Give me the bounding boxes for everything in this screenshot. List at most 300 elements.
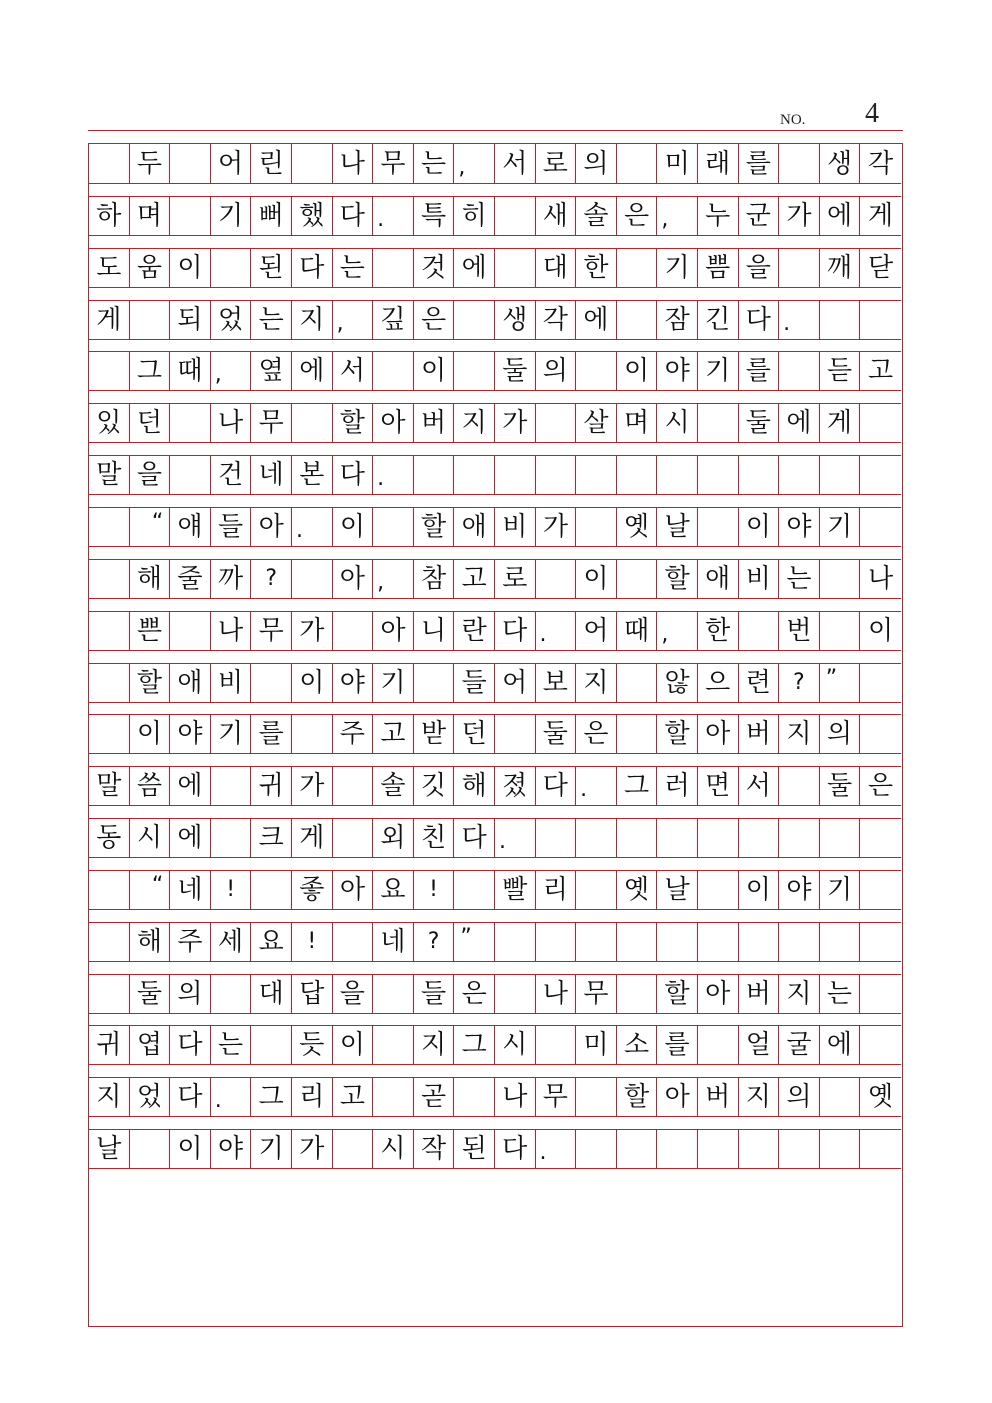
manuscript-cell bbox=[170, 144, 211, 183]
manuscript-grid bbox=[88, 143, 903, 1327]
manuscript-cell: 을 bbox=[739, 249, 780, 287]
manuscript-cell bbox=[414, 664, 455, 702]
manuscript-cell: 이 bbox=[170, 1130, 211, 1168]
manuscript-cell: 이 bbox=[739, 871, 780, 909]
manuscript-cell bbox=[251, 1026, 292, 1064]
manuscript-row bbox=[89, 870, 901, 910]
manuscript-cell: 고 bbox=[333, 1078, 374, 1116]
manuscript-cell: 옛 bbox=[617, 508, 658, 546]
manuscript-cell: 다 bbox=[495, 1130, 536, 1168]
manuscript-cell: 받 bbox=[414, 715, 455, 753]
manuscript-cell: 특 bbox=[414, 197, 455, 235]
manuscript-cell: ” bbox=[454, 923, 495, 961]
manuscript-cell: 대 bbox=[536, 249, 577, 287]
manuscript-cell: 을 bbox=[333, 975, 374, 1013]
manuscript-cell bbox=[860, 975, 901, 1013]
manuscript-cell bbox=[739, 819, 780, 857]
manuscript-cell bbox=[373, 1078, 414, 1116]
manuscript-cell: 기 bbox=[820, 871, 861, 909]
manuscript-cell: 솔 bbox=[576, 197, 617, 235]
manuscript-cell: 지 bbox=[779, 975, 820, 1013]
manuscript-cell: . bbox=[373, 456, 414, 494]
manuscript-cell: 지 bbox=[454, 404, 495, 442]
manuscript-cell bbox=[739, 456, 780, 494]
manuscript-cell bbox=[89, 715, 130, 753]
manuscript-row bbox=[89, 351, 901, 391]
manuscript-cell: 은 bbox=[576, 715, 617, 753]
manuscript-cell: 닫 bbox=[868, 252, 894, 283]
manuscript-cell bbox=[211, 975, 252, 1013]
header-rule bbox=[88, 130, 903, 131]
manuscript-cell: 린 bbox=[251, 144, 292, 183]
manuscript-cell bbox=[251, 664, 292, 702]
manuscript-cell bbox=[860, 1026, 901, 1064]
manuscript-cell: 은 bbox=[617, 197, 658, 235]
manuscript-cell: 것 bbox=[414, 249, 455, 287]
manuscript-cell: 깨 bbox=[820, 249, 861, 287]
manuscript-cell: 좋 bbox=[292, 871, 333, 909]
manuscript-cell: 었 bbox=[130, 1078, 171, 1116]
manuscript-cell: 련 bbox=[739, 664, 780, 702]
manuscript-cell bbox=[698, 456, 739, 494]
manuscript-cell: , bbox=[333, 301, 374, 339]
manuscript-cell: 군 bbox=[739, 197, 780, 235]
manuscript-cell: 듣 bbox=[820, 352, 861, 390]
manuscript-cell bbox=[820, 1078, 861, 1116]
manuscript-cell: 을 bbox=[130, 456, 171, 494]
manuscript-cell bbox=[292, 715, 333, 753]
manuscript-cell bbox=[779, 767, 820, 805]
manuscript-cell: 에 bbox=[820, 1026, 861, 1064]
manuscript-cell: 야 bbox=[170, 715, 211, 753]
manuscript-cell: , bbox=[211, 352, 252, 390]
manuscript-cell: 아 bbox=[698, 715, 739, 753]
manuscript-cell bbox=[576, 508, 617, 546]
manuscript-cell: 씀 bbox=[130, 767, 171, 805]
manuscript-cell: 로 bbox=[495, 560, 536, 598]
manuscript-cell: 옛 bbox=[617, 871, 658, 909]
manuscript-cell bbox=[698, 1026, 739, 1064]
manuscript-cell bbox=[739, 923, 780, 961]
manuscript-cell bbox=[860, 819, 901, 857]
manuscript-cell: 않 bbox=[657, 664, 698, 702]
manuscript-cell: 무 bbox=[373, 144, 414, 183]
manuscript-cell: 할 bbox=[657, 975, 698, 1013]
manuscript-cell: ” bbox=[820, 664, 861, 702]
manuscript-cell: 그 bbox=[617, 767, 658, 805]
manuscript-cell: 지 bbox=[739, 1078, 780, 1116]
manuscript-cell: 된 bbox=[251, 249, 292, 287]
manuscript-cell bbox=[617, 249, 658, 287]
manuscript-cell bbox=[617, 975, 658, 1013]
manuscript-cell: 하 bbox=[89, 197, 130, 235]
manuscript-cell: 시 bbox=[130, 819, 171, 857]
manuscript-cell bbox=[617, 819, 658, 857]
manuscript-cell: 날 bbox=[89, 1130, 130, 1168]
manuscript-cell: , bbox=[657, 612, 698, 650]
manuscript-cell: 나 bbox=[536, 975, 577, 1013]
manuscript-cell: 기 bbox=[373, 664, 414, 702]
manuscript-cell: 외 bbox=[373, 819, 414, 857]
manuscript-cell: 옛 bbox=[868, 1082, 894, 1113]
manuscript-cell: 누 bbox=[698, 197, 739, 235]
manuscript-cell: 무 bbox=[576, 975, 617, 1013]
manuscript-cell bbox=[698, 819, 739, 857]
manuscript-cell: 아 bbox=[373, 612, 414, 650]
manuscript-cell: 다 bbox=[454, 819, 495, 857]
manuscript-cell bbox=[454, 1078, 495, 1116]
manuscript-cell bbox=[251, 871, 292, 909]
manuscript-cell: 에 bbox=[820, 197, 861, 235]
manuscript-cell: 할 bbox=[130, 664, 171, 702]
manuscript-cell: 무 bbox=[251, 612, 292, 650]
manuscript-cell: 지 bbox=[576, 664, 617, 702]
manuscript-cell: 두 bbox=[130, 144, 171, 183]
manuscript-cell: 할 bbox=[414, 508, 455, 546]
manuscript-cell: 은 bbox=[414, 301, 455, 339]
manuscript-cell: 그 bbox=[454, 1026, 495, 1064]
manuscript-cell: 있 bbox=[89, 404, 130, 442]
manuscript-cell: 이 bbox=[333, 1026, 374, 1064]
manuscript-cell: 은 bbox=[868, 771, 894, 802]
manuscript-cell: 를 bbox=[251, 715, 292, 753]
manuscript-cell: 나 bbox=[211, 404, 252, 442]
manuscript-cell: 야 bbox=[333, 664, 374, 702]
manuscript-cell: 던 bbox=[454, 715, 495, 753]
manuscript-cell bbox=[820, 560, 861, 598]
manuscript-cell: 기 bbox=[211, 715, 252, 753]
manuscript-row bbox=[89, 611, 901, 651]
manuscript-cell bbox=[89, 612, 130, 650]
manuscript-cell: 란 bbox=[454, 612, 495, 650]
manuscript-cell bbox=[536, 1026, 577, 1064]
manuscript-cell: 기 bbox=[698, 352, 739, 390]
manuscript-cell: 야 bbox=[779, 871, 820, 909]
manuscript-cell: 어 bbox=[495, 664, 536, 702]
manuscript-cell: 게 bbox=[820, 404, 861, 442]
manuscript-row bbox=[89, 766, 901, 806]
manuscript-cell bbox=[333, 612, 374, 650]
manuscript-cell: 지 bbox=[292, 301, 333, 339]
manuscript-cell bbox=[170, 456, 211, 494]
manuscript-cell: 은 bbox=[454, 975, 495, 1013]
manuscript-cell: 둘 bbox=[820, 767, 861, 805]
manuscript-cell: 말 bbox=[89, 456, 130, 494]
manuscript-cell: 게 bbox=[868, 200, 894, 231]
manuscript-cell bbox=[130, 1130, 171, 1168]
manuscript-cell: 시 bbox=[657, 404, 698, 442]
manuscript-cell: 참 bbox=[414, 560, 455, 598]
manuscript-cell: 솔 bbox=[373, 767, 414, 805]
manuscript-cell: , bbox=[454, 144, 495, 183]
manuscript-cell: 다 bbox=[170, 1078, 211, 1116]
manuscript-cell: 해 bbox=[130, 560, 171, 598]
manuscript-cell bbox=[373, 1026, 414, 1064]
manuscript-cell bbox=[820, 1130, 861, 1168]
manuscript-cell bbox=[292, 404, 333, 442]
manuscript-cell: 로 bbox=[536, 144, 577, 183]
manuscript-cell bbox=[89, 508, 130, 546]
manuscript-cell: 를 bbox=[739, 352, 780, 390]
manuscript-cell: 생 bbox=[495, 301, 536, 339]
manuscript-cell bbox=[89, 560, 130, 598]
manuscript-cell: 네 bbox=[170, 871, 211, 909]
manuscript-cell: 가 bbox=[292, 767, 333, 805]
manuscript-cell: ! bbox=[292, 923, 333, 961]
manuscript-cell bbox=[89, 664, 130, 702]
manuscript-cell: 애 bbox=[170, 664, 211, 702]
manuscript-cell: 깃 bbox=[414, 767, 455, 805]
manuscript-cell: 한 bbox=[698, 612, 739, 650]
manuscript-cell bbox=[89, 975, 130, 1013]
manuscript-cell bbox=[373, 508, 414, 546]
manuscript-cell bbox=[779, 144, 820, 183]
manuscript-cell: 이 bbox=[292, 664, 333, 702]
manuscript-cell: 이 bbox=[576, 560, 617, 598]
manuscript-cell: 얼 bbox=[739, 1026, 780, 1064]
manuscript-cell: 시 bbox=[373, 1130, 414, 1168]
manuscript-cell bbox=[576, 456, 617, 494]
manuscript-cell: 야 bbox=[657, 352, 698, 390]
manuscript-cell bbox=[170, 612, 211, 650]
manuscript-cell: 각 bbox=[868, 148, 894, 179]
manuscript-cell: 다 bbox=[495, 612, 536, 650]
manuscript-row bbox=[89, 1129, 901, 1169]
manuscript-cell: . bbox=[576, 767, 617, 805]
manuscript-row bbox=[89, 1025, 901, 1065]
manuscript-cell: 무 bbox=[536, 1078, 577, 1116]
manuscript-cell bbox=[89, 144, 130, 183]
manuscript-cell: 다 bbox=[333, 197, 374, 235]
manuscript-cell: 를 bbox=[739, 144, 780, 183]
manuscript-cell: 크 bbox=[251, 819, 292, 857]
manuscript-cell bbox=[211, 767, 252, 805]
manuscript-cell bbox=[860, 664, 901, 702]
manuscript-cell: 는 bbox=[333, 249, 374, 287]
manuscript-cell: 들 bbox=[454, 664, 495, 702]
manuscript-cell bbox=[170, 404, 211, 442]
manuscript-cell bbox=[617, 560, 658, 598]
manuscript-cell: 지 bbox=[779, 715, 820, 753]
manuscript-cell: 미 bbox=[657, 144, 698, 183]
page-number-label: NO. bbox=[780, 112, 806, 128]
manuscript-cell: 아 bbox=[251, 508, 292, 546]
manuscript-cell: , bbox=[373, 560, 414, 598]
manuscript-cell: 애 bbox=[454, 508, 495, 546]
manuscript-cell: 비 bbox=[495, 508, 536, 546]
manuscript-cell bbox=[860, 301, 901, 339]
manuscript-row bbox=[89, 1077, 901, 1117]
manuscript-cell: 움 bbox=[130, 249, 171, 287]
manuscript-cell: 날 bbox=[657, 508, 698, 546]
manuscript-cell: 해 bbox=[454, 767, 495, 805]
manuscript-cell: 버 bbox=[414, 404, 455, 442]
manuscript-cell: , bbox=[657, 197, 698, 235]
manuscript-cell: 나 bbox=[211, 612, 252, 650]
manuscript-cell: 옆 bbox=[251, 352, 292, 390]
manuscript-cell bbox=[617, 301, 658, 339]
manuscript-row bbox=[89, 248, 901, 288]
manuscript-cell: 리 bbox=[292, 1078, 333, 1116]
manuscript-cell bbox=[454, 301, 495, 339]
manuscript-cell: 아 bbox=[373, 404, 414, 442]
manuscript-cell: 둘 bbox=[495, 352, 536, 390]
manuscript-cell: 귀 bbox=[251, 767, 292, 805]
manuscript-cell bbox=[536, 560, 577, 598]
manuscript-cell bbox=[495, 923, 536, 961]
manuscript-cell: . bbox=[373, 197, 414, 235]
manuscript-cell bbox=[860, 715, 901, 753]
manuscript-cell: 니 bbox=[414, 612, 455, 650]
manuscript-row bbox=[89, 403, 901, 443]
manuscript-cell: 에 bbox=[170, 767, 211, 805]
manuscript-cell bbox=[495, 249, 536, 287]
manuscript-cell bbox=[779, 819, 820, 857]
manuscript-row bbox=[89, 507, 901, 547]
manuscript-cell: 던 bbox=[130, 404, 171, 442]
manuscript-cell: 게 bbox=[292, 819, 333, 857]
manuscript-cell: 는 bbox=[251, 301, 292, 339]
manuscript-cell bbox=[779, 352, 820, 390]
manuscript-cell: 한 bbox=[576, 249, 617, 287]
manuscript-cell bbox=[779, 456, 820, 494]
manuscript-row bbox=[89, 455, 901, 495]
manuscript-cell: 이 bbox=[130, 715, 171, 753]
manuscript-cell bbox=[617, 144, 658, 183]
manuscript-cell: 이 bbox=[333, 508, 374, 546]
manuscript-cell: 에 bbox=[292, 352, 333, 390]
manuscript-cell: 고 bbox=[373, 715, 414, 753]
manuscript-cell: 대 bbox=[251, 975, 292, 1013]
manuscript-cell: 곧 bbox=[414, 1078, 455, 1116]
manuscript-cell: 이 bbox=[617, 352, 658, 390]
manuscript-cell: . bbox=[495, 819, 536, 857]
manuscript-cell bbox=[211, 249, 252, 287]
manuscript-cell: 이 bbox=[170, 249, 211, 287]
manuscript-cell: 버 bbox=[739, 715, 780, 753]
manuscript-cell: 날 bbox=[657, 871, 698, 909]
manuscript-cell bbox=[698, 404, 739, 442]
manuscript-cell: 러 bbox=[657, 767, 698, 805]
manuscript-cell: . bbox=[292, 508, 333, 546]
manuscript-cell: 는 bbox=[779, 560, 820, 598]
manuscript-cell: 에 bbox=[170, 819, 211, 857]
manuscript-cell: 기 bbox=[657, 249, 698, 287]
manuscript-cell: 를 bbox=[657, 1026, 698, 1064]
manuscript-cell: 다 bbox=[170, 1026, 211, 1064]
manuscript-cell: 친 bbox=[414, 819, 455, 857]
manuscript-cell: 시 bbox=[495, 1026, 536, 1064]
manuscript-cell: 야 bbox=[211, 1130, 252, 1168]
manuscript-cell: 빨 bbox=[495, 871, 536, 909]
manuscript-cell bbox=[860, 404, 901, 442]
manuscript-cell bbox=[820, 456, 861, 494]
manuscript-cell: 둘 bbox=[130, 975, 171, 1013]
manuscript-cell bbox=[536, 819, 577, 857]
manuscript-cell: 의 bbox=[779, 1078, 820, 1116]
manuscript-cell bbox=[739, 1130, 780, 1168]
manuscript-cell: 할 bbox=[657, 560, 698, 598]
manuscript-row bbox=[89, 300, 901, 340]
manuscript-cell: 엽 bbox=[130, 1026, 171, 1064]
manuscript-cell: 그 bbox=[251, 1078, 292, 1116]
manuscript-cell: . bbox=[211, 1078, 252, 1116]
manuscript-cell: 아 bbox=[333, 560, 374, 598]
manuscript-cell: 의 bbox=[170, 975, 211, 1013]
manuscript-cell bbox=[373, 975, 414, 1013]
manuscript-cell: 주 bbox=[333, 715, 374, 753]
manuscript-cell: 는 bbox=[414, 144, 455, 183]
manuscript-cell bbox=[495, 715, 536, 753]
manuscript-cell: 무 bbox=[251, 404, 292, 442]
manuscript-cell: 쁜 bbox=[130, 612, 171, 650]
manuscript-cell bbox=[860, 456, 901, 494]
manuscript-cell: 며 bbox=[130, 197, 171, 235]
manuscript-cell: 의 bbox=[820, 715, 861, 753]
manuscript-cell bbox=[292, 144, 333, 183]
manuscript-cell: 번 bbox=[779, 612, 820, 650]
manuscript-cell: 며 bbox=[617, 404, 658, 442]
manuscript-cell: 들 bbox=[414, 975, 455, 1013]
manuscript-cell: 버 bbox=[698, 1078, 739, 1116]
manuscript-cell bbox=[333, 819, 374, 857]
manuscript-cell bbox=[292, 560, 333, 598]
manuscript-cell: 가 bbox=[779, 197, 820, 235]
manuscript-cell: 네 bbox=[373, 923, 414, 961]
manuscript-cell: “ bbox=[130, 871, 171, 909]
manuscript-cell bbox=[860, 508, 901, 546]
manuscript-row bbox=[89, 974, 901, 1014]
manuscript-cell: 다 bbox=[333, 456, 374, 494]
manuscript-cell: 했 bbox=[292, 197, 333, 235]
manuscript-cell: 서 bbox=[333, 352, 374, 390]
manuscript-cell: 긴 bbox=[698, 301, 739, 339]
manuscript-cell: ? bbox=[414, 923, 455, 961]
manuscript-cell: . bbox=[779, 301, 820, 339]
manuscript-cell: 각 bbox=[536, 301, 577, 339]
manuscript-cell: 어 bbox=[211, 144, 252, 183]
manuscript-cell: 고 bbox=[454, 560, 495, 598]
manuscript-cell bbox=[495, 197, 536, 235]
manuscript-cell: 깊 bbox=[373, 301, 414, 339]
manuscript-cell bbox=[414, 456, 455, 494]
manuscript-cell: 까 bbox=[211, 560, 252, 598]
manuscript-cell: 래 bbox=[698, 144, 739, 183]
manuscript-cell: 에 bbox=[779, 404, 820, 442]
manuscript-cell bbox=[860, 871, 901, 909]
manuscript-row bbox=[89, 922, 901, 962]
manuscript-cell: 생 bbox=[820, 144, 861, 183]
manuscript-cell bbox=[698, 923, 739, 961]
manuscript-cell: 할 bbox=[617, 1078, 658, 1116]
manuscript-cell: 해 bbox=[130, 923, 171, 961]
manuscript-cell: . bbox=[536, 1130, 577, 1168]
manuscript-cell: 의 bbox=[536, 352, 577, 390]
manuscript-cell: 답 bbox=[292, 975, 333, 1013]
manuscript-cell bbox=[89, 923, 130, 961]
manuscript-cell: 때 bbox=[170, 352, 211, 390]
manuscript-cell: 요 bbox=[373, 871, 414, 909]
manuscript-cell bbox=[820, 819, 861, 857]
manuscript-cell: 세 bbox=[211, 923, 252, 961]
manuscript-cell bbox=[860, 1130, 901, 1168]
manuscript-row bbox=[89, 663, 901, 703]
page-number bbox=[760, 98, 900, 130]
manuscript-cell: 할 bbox=[333, 404, 374, 442]
manuscript-cell: 되 bbox=[170, 301, 211, 339]
manuscript-row bbox=[89, 714, 901, 754]
manuscript-cell: 아 bbox=[698, 975, 739, 1013]
